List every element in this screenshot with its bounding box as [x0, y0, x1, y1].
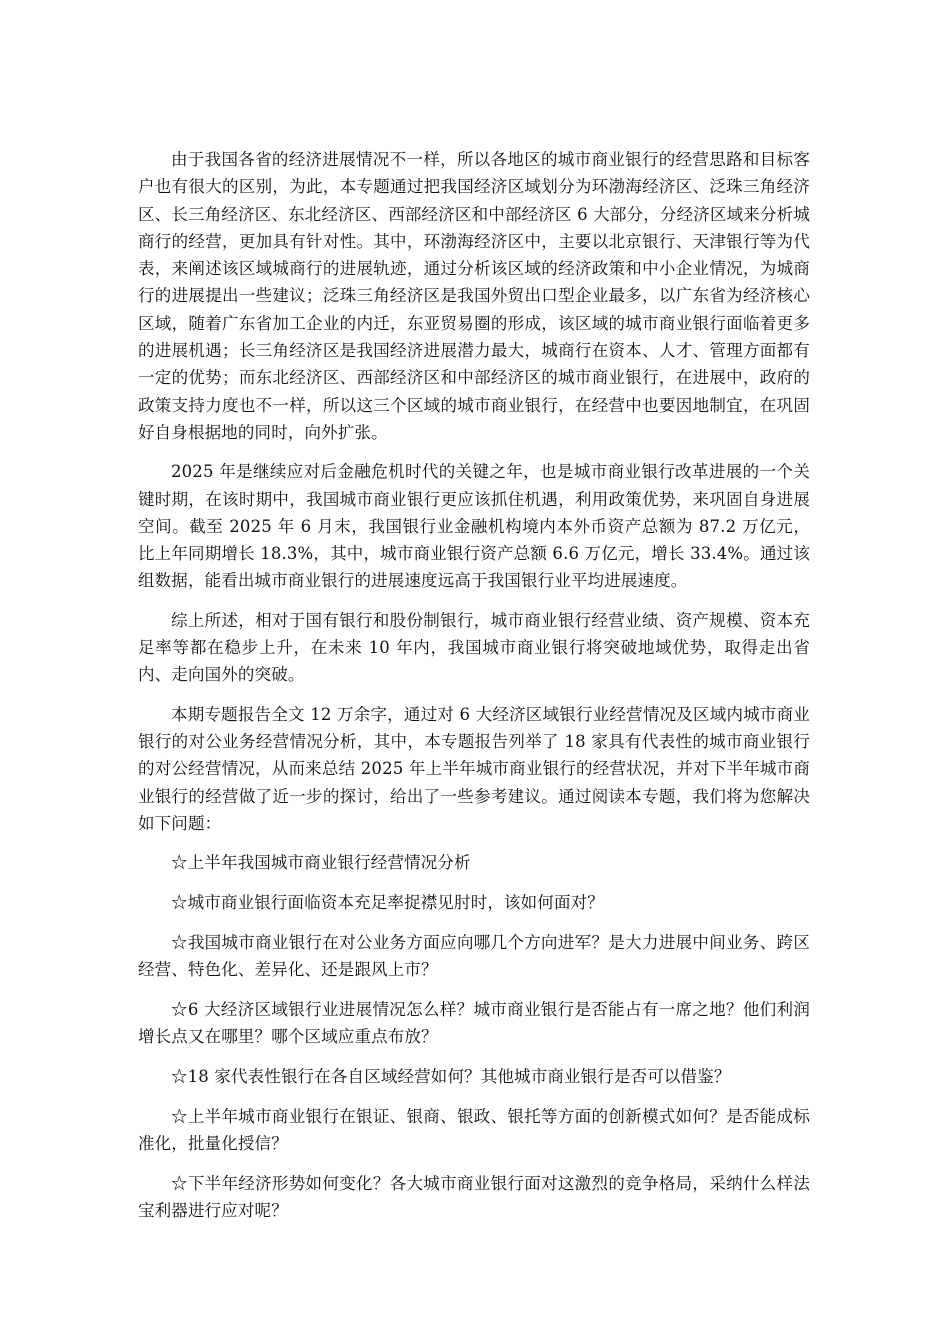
question-item: ☆城市商业银行面临资本充足率捉襟见肘时，该如何面对？ [171, 892, 604, 912]
question-item: ☆我国城市商业银行在对公业务方面应向哪几个方向进军？是大力进展中间业务、跨区经营、特色化、差异化、还是跟风上市？ [138, 932, 810, 980]
question-item: ☆下半年经济形势如何变化？各大城市商业银行面对这激烈的竞争格局，采纳什么样法宝利器进行应对呢？ [138, 1173, 810, 1221]
paragraph-summary: 综上所述，相对于国有银行和股份制银行，城市商业银行经营业绩、资产规模、资本充足率等都在稳步上升，在未来 10 年内，我国城市商业银行将突破地域优势，取得走出省内、走向国外的突破。 [138, 610, 810, 685]
document-body [138, 146, 810, 1237]
question-item: ☆上半年城市商业银行在银证、银商、银政、银托等方面的创新模式如何？是否能成标准化，批量化授信？ [138, 1106, 810, 1153]
paragraph-report-intro: 本期专题报告全文 12 万余字，通过对 6 大经济区域银行业经营情况及区域内城市商业银行的对公业务经营情况分析，其中，本专题报告列举了 18 家具有代表性的城市商业银行的对公经营情况，从而来总结 2025 年上半年城市商业银行的经营状况，并对下半年城市商业银行的经营做了近一步的探讨，给出了一些参考建议。通过阅读本专题，我们将为您解决如下问题： [138, 704, 810, 833]
question-item: ☆18 家代表性银行在各自区域经营如何？其他城市商业银行是否可以借鉴？ [171, 1066, 731, 1086]
question-item: ☆6 大经济区域银行业进展情况怎么样？城市商业银行是否能占有一席之地？他们利润增长点又在哪里？哪个区域应重点布放？ [138, 999, 810, 1047]
paragraph-regional-analysis: 由于我国各省的经济进展情况不一样，所以各地区的城市商业银行的经营思路和目标客户也有很大的区别，为此，本专题通过把我国经济区域划分为环渤海经济区、泛珠三角经济区、长三角经济区、东北经济区、西部经济区和中部经济区 6 大部分，分经济区域来分析城商行的经营，更加具有针对性。其中，环渤海经济区中，主要以北京银行、天津银行等为代表，来阐述该区域城商行的进展轨迹，通过分析该区域的经济政策和中小企业情况，为城商行的进展提出一些建议；泛珠三角经济区是我国外贸出口型企业最多，以广东省为经济核心区域，随着广东省加工企业的内迁，东亚贸易圈的形成，该区域的城市商业银行面临着更多的进展机遇；长三角经济区是我国经济进展潜力最大，城商行在资本、人才、管理方面都有一定的优势；而东北经济区、西部经济区和中部经济区的城市商业银行，在进展中，政府的政策支持力度也不一样，所以这三个区域的城市商业银行，在经营中也要因地制宜，在巩固好自身根据地的同时，向外扩张。 [138, 150, 810, 442]
paragraph-2025-outlook: 2025 年是继续应对后金融危机时代的关键之年，也是城市商业银行改革进展的一个关键时期，在该时期中，我国城市商业银行更应该抓住机遇，利用政策优势，来巩固自身进展空间。截至 2025 年 6 月末，我国银行业金融机构境内本外币资产总额为 87.2 万亿元，比上年同期增长 18.3%，其中，城市商业银行资产总额 6.6 万亿元，增长 33.4%。通过该组数据，能看出城市商业银行的进展速度远高于我国银行业平均进展速度。 [138, 462, 810, 591]
question-item: ☆上半年我国城市商业银行经营情况分析 [171, 853, 471, 873]
